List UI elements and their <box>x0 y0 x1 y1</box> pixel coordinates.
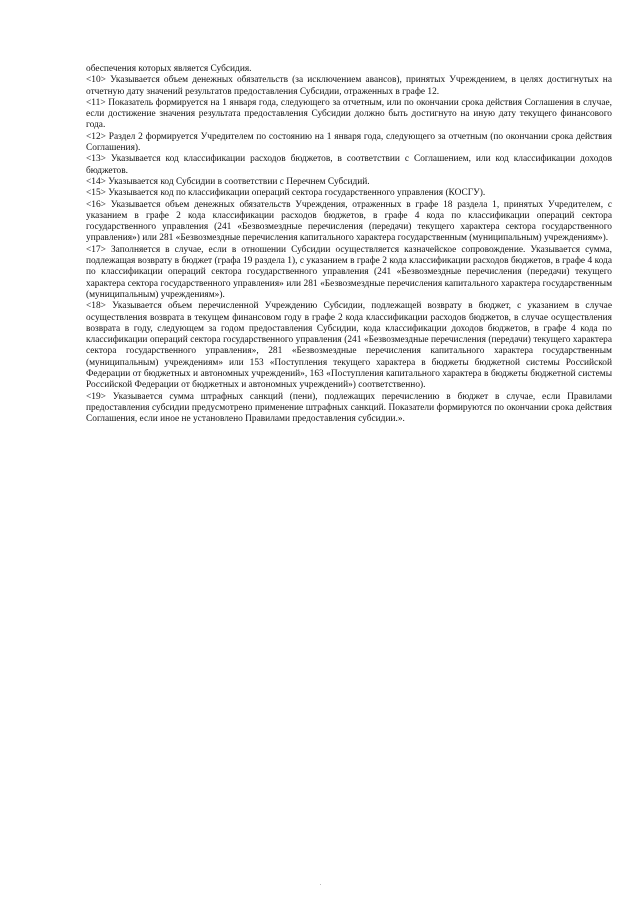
footnote-13: <13> Указывается код классификации расходов бюджетов, в соответствии с Соглашением, или код классификации доходов бюджетов. <box>86 154 612 176</box>
footnote-continuation: обеспечения которых является Субсидия. <box>86 64 252 74</box>
footnote-16: <16> Указывается объем денежных обязательств Учреждения, отраженных в графе 18 раздела 1, принятых Учредителем, с указанием в графе 2 кода классификации расходов бюджетов, в графе 4 кода по классификации операций сектора государственного управления (241 «Безвозмездные перечисления (передачи) текущего характера сектора государственного управления») или 281 «Безвозмездные перечисления капитального характера государственным (муниципальным) учреждениям»). <box>86 199 612 244</box>
scan-speck <box>320 884 321 885</box>
footnote-12: <12> Раздел 2 формируется Учредителем по состоянию на 1 января года, следующего за отчетным (по окончании срока действия Соглашения). <box>86 131 612 154</box>
footnote-15: <15> Указывается код по классификации операций сектора государственного управления (КОСГУ). <box>86 188 486 199</box>
footnote-11: <11> Показатель формируется на 1 января года, следующего за отчетным, или по окончании срока действия Соглашения в случае, если достижение значения результата предоставления Субсидии должно быть достигнуто на иную дату текущего финансового года. <box>86 97 612 131</box>
footnote-14: <14> Указывается код Субсидии в соответствии с Перечнем Субсидий. <box>86 176 370 187</box>
footnote-17: <17> Заполняется в случае, если в отношении Субсидии осуществляется казначейское сопровождение. Указывается сумма, подлежащая возврату в бюджет (графа 19 раздела 1), с указанием в графе 2 кода классификации расходов бюджетов, в графе 4 кода по классификации операций сектора государственного управления (241 «Безвозмездные перечисления (передачи) текущего характера сектора государственного управления» или 281 «Безвозмездные перечисления капитального характера государственным (муниципальным) учреждениям»). <box>86 244 612 300</box>
footnote-10: <10> Указывается объем денежных обязательств (за исключением авансов), принятых Учреждением, в целях достигнутых на отчетную дату значений результатов предоставления Субсидии, отраженных в графе 12. <box>86 75 612 97</box>
footnote-19: <19> Указывается сумма штрафных санкций (пени), подлежащих перечислению в бюджет в случае, если Правилами предоставления субсидии предусмотрено применение штрафных санкций. Показатели формируются по окончании срока действия Соглашения, если иное не установлено Правилами предоставления субсидии.». <box>86 391 612 425</box>
footnote-18: <18> Указывается объем перечисленной Учреждению Субсидии, подлежащей возврату в бюджет, с указанием в случае осуществления возврата в текущем финансовом году в графе 2 кода классификации расходов бюджетов, в случае осуществления возврата в году, следующем за годом предоставления Субсидии, кода классификации доходов бюджетов, в графе 4 кода по классификации операций сектора государственного управления (241 «Безвозмездные перечисления (передачи) текущего характера сектора государственного управления», 281 «Безвозмездные перечисления капитального характера государственным (муниципальным) учреждениям» или 153 «Поступления текущего характера в бюджеты бюджетной системы Российской Федерации от бюджетных и автономных учреждений», 163 «Поступления капитального характера в бюджеты бюджетной системы Российской Федерации от бюджетных и автономных учреждений») соответственно). <box>86 301 612 391</box>
footnotes-text <box>86 64 612 426</box>
